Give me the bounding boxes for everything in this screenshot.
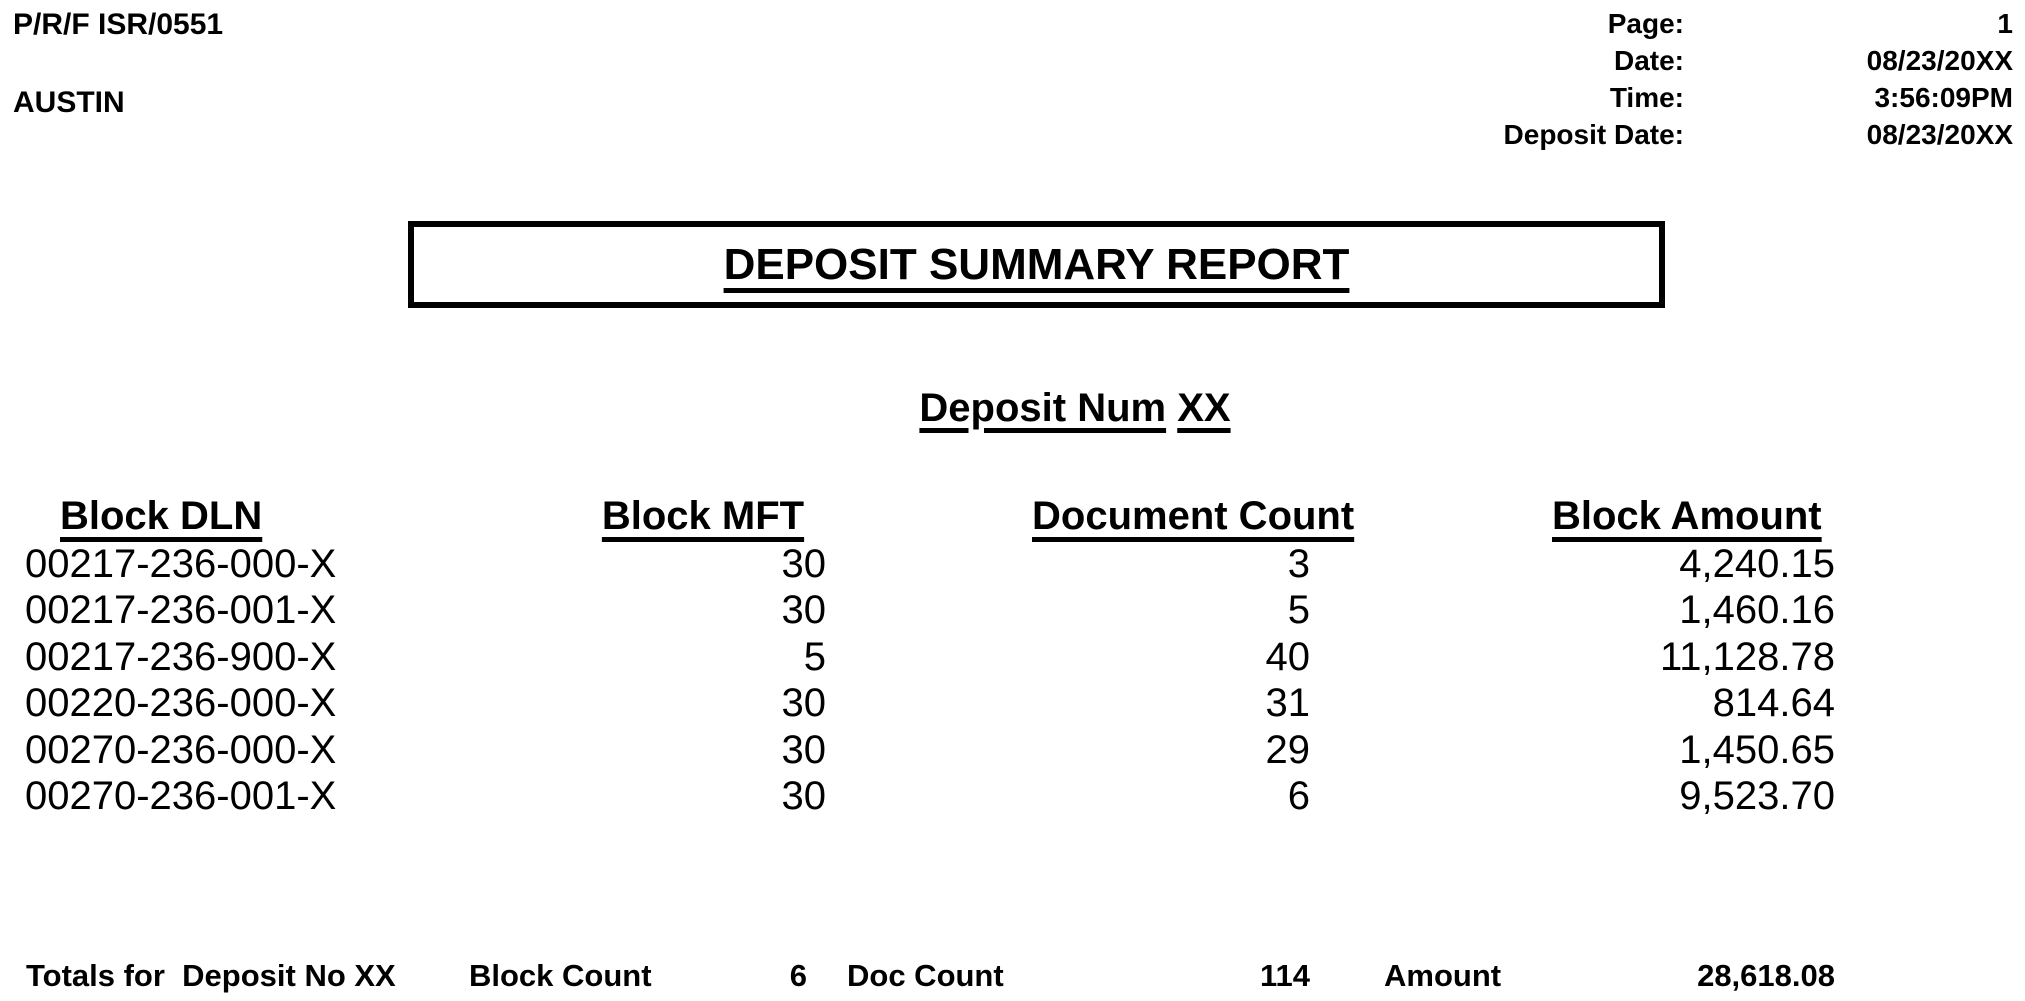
column-header-label: Block DLN [60, 494, 263, 538]
table-cell: 30 [781, 773, 826, 818]
column-header-label: Block Amount [1552, 494, 1822, 538]
table-cell: 3 [1287, 542, 1310, 586]
header-meta [1280, 8, 2013, 156]
table-row [0, 728, 2025, 774]
table-cell: 1,460.16 [1679, 588, 1835, 633]
totals-row [0, 958, 2025, 1000]
table-row [0, 681, 2025, 727]
table-cell: 00217-236-001-X [25, 588, 337, 633]
block-count-value: 6 [789, 958, 807, 993]
time-value: 3:56:09PM [1874, 82, 2013, 113]
table-cell: 40 [1265, 634, 1310, 679]
date-value: 08/23/20XX [1866, 45, 2013, 76]
deposit-date-label: Deposit Date: [1503, 119, 1684, 150]
table-cell: 11,128.78 [1660, 634, 1835, 679]
date-label: Date: [1613, 45, 1684, 76]
table-row [0, 588, 2025, 634]
table-cell: 00220-236-000-X [25, 681, 337, 726]
column-header-label: Document Count [1032, 494, 1355, 538]
table-cell: 00270-236-001-X [25, 773, 337, 818]
table-cell: 31 [1265, 681, 1310, 726]
site-name: AUSTIN [13, 86, 125, 119]
page-label: Page: [1607, 8, 1684, 39]
table-cell: 30 [781, 588, 826, 633]
table-cell: 30 [781, 542, 826, 586]
meta-row-page [1280, 8, 2013, 45]
table-cell: 00217-236-000-X [25, 542, 337, 586]
column-header-document-count [1032, 494, 1354, 539]
table-cell: 29 [1265, 727, 1310, 772]
deposit-date-value: 08/23/20XX [1866, 119, 2013, 150]
table-cell: 5 [1287, 588, 1310, 633]
amount-value: 28,618.08 [1697, 958, 1835, 993]
table-cell: 30 [781, 727, 826, 772]
page-value: 1 [1997, 8, 2013, 39]
meta-row-date [1280, 45, 2013, 82]
meta-row-deposit-date [1280, 119, 2013, 156]
meta-row-time [1280, 82, 2013, 119]
table-body [0, 542, 2025, 820]
table-row [0, 635, 2025, 681]
table-row [0, 542, 2025, 588]
totals-label: Totals for Deposit No XX [26, 958, 396, 993]
table-cell: 814.64 [1712, 681, 1835, 726]
doc-count-label: Doc Count [847, 958, 1004, 993]
report-id: P/R/F ISR/0551 [13, 8, 224, 41]
table-row [0, 774, 2025, 820]
title-box [408, 221, 1665, 308]
table-cell: 00270-236-000-X [25, 727, 337, 772]
column-header-block-amount [1552, 494, 1820, 539]
column-header-block-dln [60, 494, 263, 539]
doc-count-value: 114 [1259, 958, 1310, 993]
table-cell: 9,523.70 [1679, 773, 1835, 818]
table-cell: 30 [781, 681, 826, 726]
table-cell: 4,240.15 [1679, 542, 1835, 586]
time-label: Time: [1609, 82, 1684, 113]
table-cell: 00217-236-900-X [25, 634, 337, 679]
table-cell: 1,450.65 [1679, 727, 1835, 772]
amount-label: Amount [1384, 958, 1502, 993]
report-title: DEPOSIT SUMMARY REPORT [723, 239, 1350, 289]
deposit-num-value: XX [1177, 386, 1231, 430]
deposit-num-heading [75, 386, 2025, 431]
table-cell: 5 [803, 634, 826, 679]
table-cell: 6 [1287, 773, 1310, 818]
deposit-num-label: Deposit Num [919, 386, 1167, 430]
block-count-label: Block Count [469, 958, 652, 993]
column-header-block-mft [600, 494, 806, 539]
column-header-label: Block MFT [601, 494, 805, 538]
